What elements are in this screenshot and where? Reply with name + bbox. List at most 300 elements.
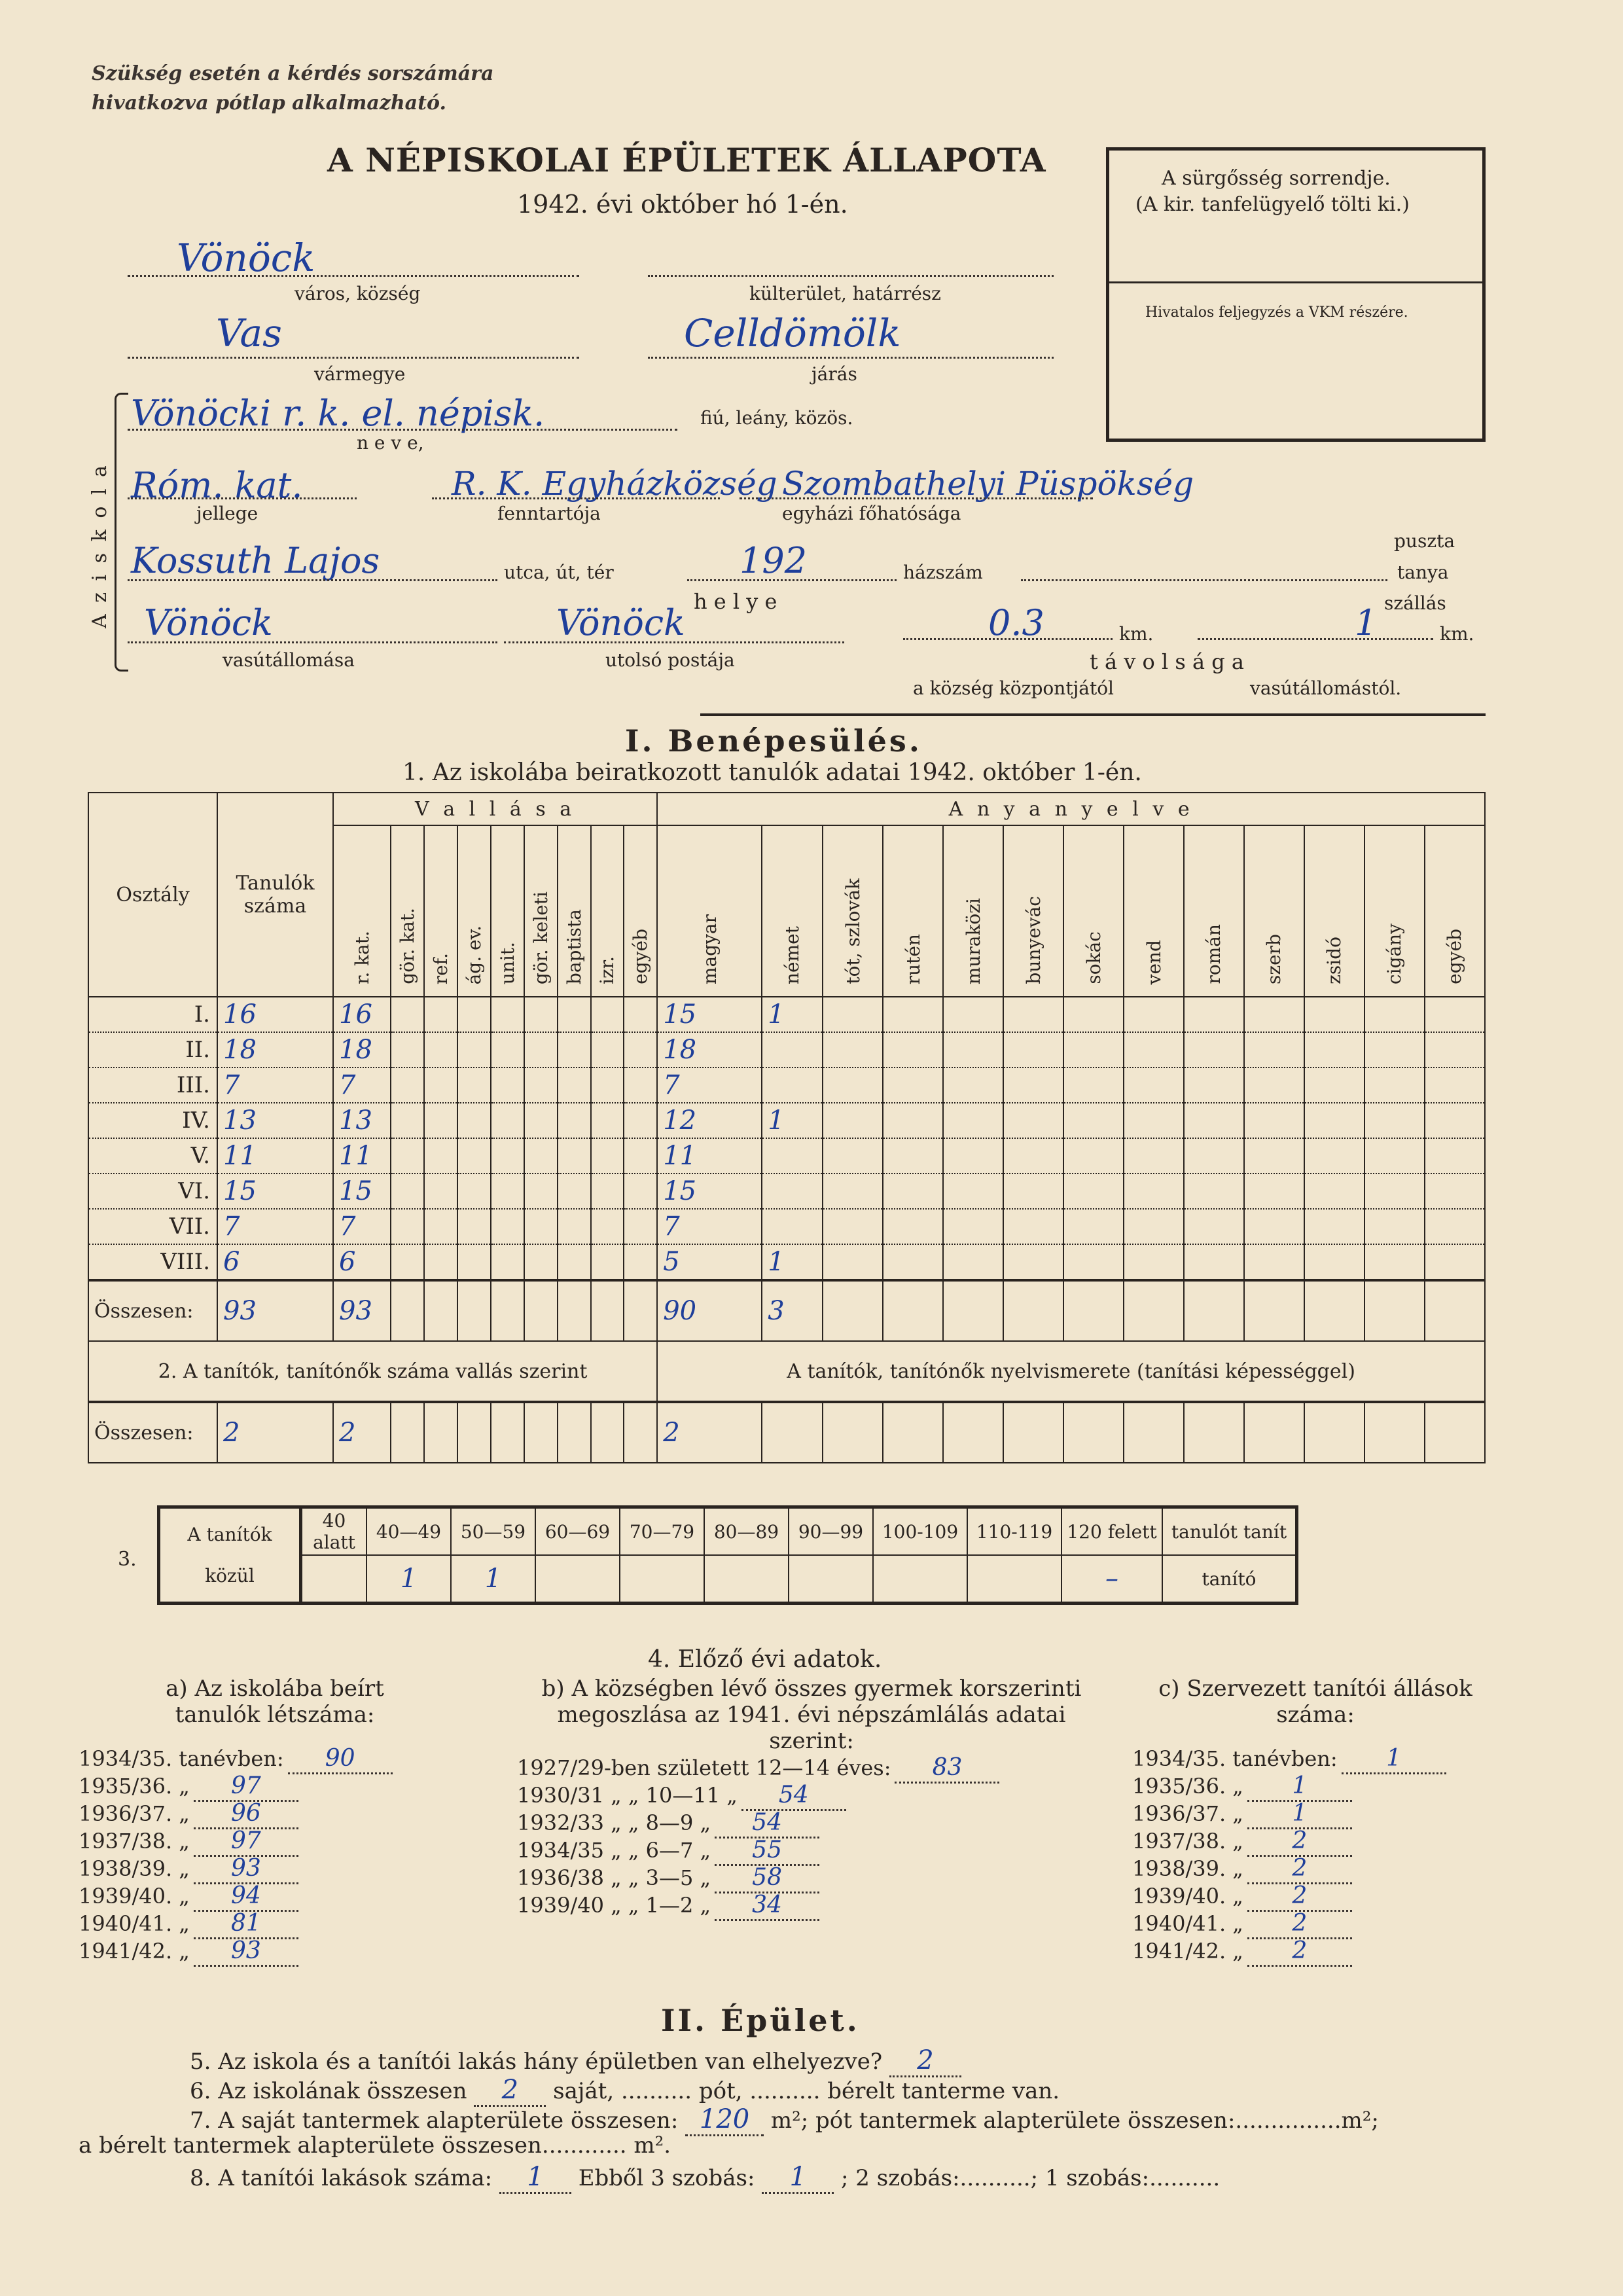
empty-cell: [491, 1138, 524, 1174]
rkat-value: 13: [333, 1103, 391, 1138]
empty-cell: [823, 1067, 883, 1103]
year-label: 1934/35. tanévben:: [79, 1746, 284, 1771]
szallas-label: szállás: [1384, 592, 1446, 614]
empty-cell: [558, 1174, 591, 1209]
empty-cell: [883, 1103, 943, 1138]
list-item: [1132, 1800, 1499, 1827]
col-nyelv-label: egyéb: [1444, 929, 1466, 984]
a-title-2: tanulók létszáma:: [175, 1702, 375, 1728]
empty-cell: [491, 1244, 524, 1280]
kozseg-kp-label: a község központjától: [913, 677, 1115, 699]
empty-cell: [1364, 1209, 1425, 1244]
empty-cell: [943, 1103, 1003, 1138]
empty-cell: [1003, 1103, 1063, 1138]
table-row: [88, 1138, 1485, 1174]
year-value: 34: [715, 1892, 819, 1921]
sec2-left: 2. A tanítók, tanítónők száma vallás szerint: [88, 1341, 657, 1402]
empty-cell: [1124, 997, 1184, 1032]
empty-cell: [1425, 1103, 1485, 1138]
fiu-leany-label: fiú, leány, közös.: [700, 407, 853, 429]
tanulok-value: 6: [217, 1244, 333, 1280]
class-label: II.: [88, 1032, 217, 1067]
year-label: 1941/42. „: [1132, 1939, 1243, 1964]
table-row: [88, 1244, 1485, 1280]
fohatosag-line: [740, 497, 1093, 499]
list-item: [79, 1745, 471, 1772]
class-label: IV.: [88, 1103, 217, 1138]
col-nyelv-label: szerb: [1263, 934, 1285, 984]
empty-cell: [457, 1138, 491, 1174]
col-vallas-7: [591, 825, 624, 997]
empty-cell: [1184, 1209, 1244, 1244]
column-a: [79, 1676, 471, 1965]
empty-cell: [1304, 1103, 1364, 1138]
col-vallas-1: [391, 825, 424, 997]
jellege-label: jellege: [196, 503, 259, 524]
table-header-row: [88, 793, 1485, 825]
posta-value: Vönöck: [556, 602, 685, 643]
q5-text: 5. Az iskola és a tanítói lakás hány épületben van elhelyezve?: [190, 2049, 883, 2075]
empty-cell: [391, 1103, 424, 1138]
empty-cell: [1425, 1032, 1485, 1067]
sec2-right: A tanítók, tanítónők nyelvismerete (tanítási képességgel): [657, 1341, 1485, 1402]
varmegye-line: [128, 357, 579, 359]
tanulok-value: 18: [217, 1032, 333, 1067]
empty-cell: [943, 1067, 1003, 1103]
col-nyelv-3: [883, 825, 943, 997]
t3-val-5: [704, 1555, 789, 1604]
empty-cell: [1063, 1244, 1124, 1280]
empty-cell: [391, 1209, 424, 1244]
t3-value-row: [159, 1555, 1297, 1604]
empty-cell: [823, 997, 883, 1032]
column-c: [1132, 1676, 1499, 1965]
list-item: [1132, 1882, 1499, 1910]
magyar-value: 15: [657, 1174, 762, 1209]
column-b: [517, 1676, 1106, 1919]
t3-val-4: [620, 1555, 704, 1604]
empty-cell: [457, 1032, 491, 1067]
empty-cell: [1425, 1174, 1485, 1209]
empty-cell: [457, 1244, 491, 1280]
year-value: 94: [194, 1882, 298, 1912]
col-vallas-label: egyéb: [630, 929, 652, 984]
year-label: 1936/38 „ „ 3—5 „: [517, 1865, 711, 1890]
list-item: [79, 1800, 471, 1827]
year-label: 1938/39. „: [79, 1856, 190, 1881]
t3-col-1: 40—49: [366, 1507, 451, 1556]
year-label: 1940/41. „: [79, 1911, 190, 1936]
nemet-value: 1: [762, 1103, 823, 1138]
col-nyelv-0: [657, 825, 762, 997]
urgency-official: Hivatalos feljegyzés a VKM részére.: [1145, 304, 1408, 321]
hazszam-label: házszám: [903, 562, 983, 583]
t3-val-9: –: [1061, 1555, 1162, 1604]
rkat-value: 7: [333, 1209, 391, 1244]
class-label: III.: [88, 1067, 217, 1103]
c-title-2: száma:: [1276, 1702, 1355, 1728]
col-vallas-label: gör. keleti: [529, 891, 552, 984]
list-item: [517, 1809, 1106, 1837]
empty-cell: [424, 997, 457, 1032]
empty-cell: [524, 1103, 558, 1138]
empty-cell: [624, 1244, 657, 1280]
empty-cell: [491, 997, 524, 1032]
empty-cell: [524, 1209, 558, 1244]
empty-cell: [591, 1032, 624, 1067]
empty-cell: [591, 1174, 624, 1209]
fenntarto-line: [432, 497, 720, 499]
empty-cell: [591, 997, 624, 1032]
page-subtitle: 1942. évi október hó 1-én.: [517, 190, 848, 219]
empty-cell: [1003, 1032, 1063, 1067]
empty-cell: [1304, 1138, 1364, 1174]
col-vallas-3: [457, 825, 491, 997]
empty-cell: [1184, 1103, 1244, 1138]
empty-cell: [1304, 1032, 1364, 1067]
empty-cell: [883, 1032, 943, 1067]
col-nyelv-label: zsidó: [1323, 937, 1346, 984]
empty-cell: [1184, 1067, 1244, 1103]
tanulok-value: 15: [217, 1174, 333, 1209]
list-item: [1132, 1745, 1499, 1772]
year-label: 1936/37. „: [79, 1801, 190, 1826]
tanya-label: tanya: [1397, 562, 1449, 583]
urgency-divider: [1109, 281, 1482, 283]
col-nyelv-label: vend: [1143, 939, 1165, 984]
empty-cell: [591, 1067, 624, 1103]
empty-cell: [883, 1209, 943, 1244]
empty-cell: [1304, 1174, 1364, 1209]
jellege-line: [128, 497, 357, 499]
empty-cell: [457, 1067, 491, 1103]
col-nyelv-8: [1184, 825, 1244, 997]
t2-total-label: Összesen:: [88, 1402, 217, 1463]
teachers-age-table: [157, 1505, 1298, 1605]
t3-val-7: [873, 1555, 967, 1604]
year-label: 1936/37. „: [1132, 1801, 1243, 1826]
year-value: 2: [1247, 1937, 1352, 1967]
rkat-value: 7: [333, 1067, 391, 1103]
col-nyelv-label: muraközi: [962, 897, 984, 984]
empty-cell: [624, 1138, 657, 1174]
year-value: 93: [194, 1937, 298, 1967]
empty-cell: [1063, 1138, 1124, 1174]
year-label: 1939/40. „: [1132, 1884, 1243, 1909]
total-row: [88, 1280, 1485, 1341]
year-label: 1927/29-ben született 12—14 éves:: [517, 1755, 891, 1780]
year-value: 1: [1342, 1745, 1446, 1774]
t3-col-4: 70—79: [620, 1507, 704, 1556]
empty-cell: [823, 1138, 883, 1174]
year-value: 58: [715, 1864, 819, 1893]
empty-cell: [823, 1244, 883, 1280]
col-vallas-4: [491, 825, 524, 997]
q7-value: 120: [699, 2104, 750, 2134]
t3-col-0: 40 alatt: [301, 1507, 367, 1556]
col-vallas-5: [524, 825, 558, 997]
empty-cell: [823, 1032, 883, 1067]
utca-line: [128, 579, 497, 581]
empty-cell: [1184, 1174, 1244, 1209]
year-label: 1939/40. „: [79, 1884, 190, 1909]
empty-cell: [1364, 1067, 1425, 1103]
list-item: [1132, 1910, 1499, 1937]
empty-cell: [558, 1067, 591, 1103]
year-label: 1934/35. tanévben:: [1132, 1746, 1338, 1771]
empty-cell: [1425, 1244, 1485, 1280]
magyar-value: 12: [657, 1103, 762, 1138]
empty-cell: [1364, 1138, 1425, 1174]
fohatosag-label: egyházi főhatósága: [782, 503, 961, 524]
q6-value: 2: [501, 2075, 519, 2105]
fenntarto-label: fenntartója: [497, 503, 601, 524]
empty-cell: [624, 1209, 657, 1244]
t3-num: 3.: [118, 1548, 137, 1571]
q6-text-b: saját, .......... pót, .......... bérelt tanterme van.: [553, 2078, 1060, 2104]
jaras-line: [648, 357, 1054, 359]
empty-cell: [391, 997, 424, 1032]
empty-cell: [1244, 1032, 1304, 1067]
year-label: 1935/36. „: [1132, 1774, 1243, 1799]
helye-label: h e l y e: [694, 589, 777, 614]
varos-value: Vönöck: [177, 236, 315, 280]
year-label: 1932/33 „ „ 8—9 „: [517, 1810, 711, 1835]
empty-cell: [1124, 1032, 1184, 1067]
col-nyelv-label: rutén: [902, 933, 924, 984]
t3-val-6: [789, 1555, 873, 1604]
empty-cell: [391, 1032, 424, 1067]
empty-cell: [1184, 1032, 1244, 1067]
q8-text-b: Ebből 3 szobás:: [578, 2165, 755, 2191]
empty-cell: [491, 1032, 524, 1067]
a-title-1: a) Az iskolába beírt: [166, 1676, 384, 1702]
empty-cell: [524, 1032, 558, 1067]
empty-cell: [943, 997, 1003, 1032]
vasutallomastol-label: vasútállomástól.: [1250, 677, 1402, 699]
q8-value: 1: [527, 2162, 544, 2192]
t3-header-row: [159, 1507, 1297, 1556]
table-row: [88, 1032, 1485, 1067]
t3-label-2: közül: [205, 1565, 255, 1587]
magyar-value: 15: [657, 997, 762, 1032]
col-vallas-0: [333, 825, 391, 997]
neve-line: [128, 429, 677, 431]
year-value: 81: [194, 1910, 298, 1939]
empty-cell: [1184, 997, 1244, 1032]
col-vallas-8: [624, 825, 657, 997]
year-label: 1935/36. „: [79, 1774, 190, 1799]
t3-col-9: 120 felett: [1061, 1507, 1162, 1556]
empty-cell: [1244, 1067, 1304, 1103]
q7-text-b: m²; pót tantermek alapterülete összesen:...............m²;: [770, 2108, 1379, 2134]
empty-cell: [1124, 1138, 1184, 1174]
year-value: 2: [1247, 1827, 1352, 1857]
table-row: [88, 997, 1485, 1032]
empty-cell: [424, 1138, 457, 1174]
empty-cell: [424, 1067, 457, 1103]
urgency-line-2: (A kir. tanfelügyelő tölti ki.): [1135, 193, 1410, 216]
t3-col-8: 110-119: [967, 1507, 1061, 1556]
km2-value: 1: [1355, 602, 1378, 643]
empty-cell: [1304, 1067, 1364, 1103]
list-item: [79, 1937, 471, 1965]
year-value: 1: [1247, 1800, 1352, 1829]
empty-cell: [1124, 1103, 1184, 1138]
empty-cell: [1184, 1138, 1244, 1174]
q8-text-c: ; 2 szobás:..........; 1 szobás:..........: [841, 2165, 1221, 2191]
t3-col-5: 80—89: [704, 1507, 789, 1556]
km2-line: [1198, 638, 1433, 640]
nemet-value: [762, 1067, 823, 1103]
col-vallas-label: ref.: [430, 952, 452, 984]
empty-cell: [883, 1244, 943, 1280]
empty-cell: [524, 1244, 558, 1280]
fohatosag-value: Szombathelyi Püspökség: [782, 465, 1194, 503]
empty-cell: [391, 1174, 424, 1209]
q5-row: [190, 2045, 961, 2077]
list-item: [517, 1837, 1106, 1864]
year-value: 83: [895, 1754, 999, 1784]
q6-text-a: 6. Az iskolának összesen: [190, 2078, 467, 2104]
total-rkat: 93: [333, 1280, 391, 1341]
list-item: [1132, 1772, 1499, 1800]
rkat-value: 15: [333, 1174, 391, 1209]
kulterulet-label: külterület, határrész: [749, 283, 941, 304]
q6-row: [190, 2075, 1060, 2107]
q7-text-a: 7. A saját tantermek alapterülete összesen:: [190, 2108, 679, 2134]
list-item: [517, 1754, 1106, 1782]
urgency-line-1: A sürgősség sorrendje.: [1162, 167, 1391, 190]
col-anyanyelve: A n y a n y e l v e: [657, 793, 1485, 825]
total-tanulok: 93: [217, 1280, 333, 1341]
b-title-3: szerint:: [769, 1728, 854, 1754]
empty-cell: [823, 1174, 883, 1209]
year-value: 1: [1247, 1772, 1352, 1802]
col-nyelv-label: sokác: [1082, 931, 1105, 984]
varos-line: [128, 275, 579, 277]
vasut-label: vasútállomása: [223, 649, 355, 671]
empty-cell: [1364, 1244, 1425, 1280]
students-table: [88, 792, 1486, 1463]
empty-cell: [524, 1138, 558, 1174]
empty-cell: [591, 1244, 624, 1280]
col-nyelv-11: [1364, 825, 1425, 997]
hazszam-line: [687, 579, 897, 581]
empty-cell: [1063, 1174, 1124, 1209]
empty-cell: [624, 1067, 657, 1103]
t3-val-1: 1: [366, 1555, 451, 1604]
empty-cell: [624, 997, 657, 1032]
t3-col-3: 60—69: [535, 1507, 620, 1556]
col-nyelv-10: [1304, 825, 1364, 997]
jaras-value: Celldömölk: [684, 311, 901, 355]
empty-cell: [883, 1174, 943, 1209]
c-title-1: c) Szervezett tanítói állások: [1158, 1676, 1472, 1702]
empty-cell: [1244, 997, 1304, 1032]
empty-cell: [1063, 997, 1124, 1032]
year-label: 1934/35 „ „ 6—7 „: [517, 1838, 711, 1863]
col-nyelv-label: cigány: [1383, 923, 1406, 984]
section1-q1: 1. Az iskolába beiratkozott tanulók adatai 1942. október 1-én.: [402, 759, 1142, 786]
q8-text-a: 8. A tanítói lakások száma:: [190, 2165, 493, 2191]
empty-cell: [524, 1067, 558, 1103]
col-nyelv-6: [1063, 825, 1124, 997]
empty-cell: [524, 997, 558, 1032]
jellege-value: Róm. kat.: [131, 465, 303, 506]
col-nyelv-1: [762, 825, 823, 997]
tanulok-value: 13: [217, 1103, 333, 1138]
col-nyelv-label: tót, szlovák: [842, 878, 864, 984]
empty-cell: [558, 1103, 591, 1138]
empty-cell: [457, 1103, 491, 1138]
t3-val-8: [967, 1555, 1061, 1604]
q5-value: 2: [917, 2045, 934, 2075]
t3-col-2: 50—59: [451, 1507, 535, 1556]
tanulok-value: 11: [217, 1138, 333, 1174]
empty-cell: [391, 1067, 424, 1103]
rkat-value: 16: [333, 997, 391, 1032]
q7-row: [190, 2104, 1379, 2136]
magyar-value: 5: [657, 1244, 762, 1280]
nemet-value: 1: [762, 997, 823, 1032]
col-vallas-6: [558, 825, 591, 997]
kulterulet-line: [648, 275, 1054, 277]
col-vallas-label: izr.: [596, 956, 618, 984]
empty-cell: [1063, 1209, 1124, 1244]
empty-cell: [624, 1174, 657, 1209]
empty-cell: [424, 1209, 457, 1244]
vasut-line: [128, 641, 497, 643]
list-item: [79, 1910, 471, 1937]
neve-label: n e v e,: [357, 432, 424, 454]
col-nyelv-label: magyar: [698, 914, 721, 984]
year-label: 1930/31 „ „ 10—11 „: [517, 1783, 738, 1808]
empty-cell: [1063, 1032, 1124, 1067]
list-item: [79, 1855, 471, 1882]
teachers-total-row: [88, 1402, 1485, 1463]
col-tanulok: Tanulók száma: [217, 793, 333, 997]
total-label: Összesen:: [88, 1280, 217, 1341]
list-item: [1132, 1827, 1499, 1855]
year-value: 2: [1247, 1910, 1352, 1939]
neve-value: Vönöcki r. k. el. népisk.: [131, 393, 545, 434]
col-nyelv-4: [943, 825, 1003, 997]
list-item: [517, 1782, 1106, 1809]
empty-cell: [391, 1138, 424, 1174]
empty-cell: [624, 1103, 657, 1138]
rkat-value: 11: [333, 1138, 391, 1174]
col-nyelv-label: román: [1203, 924, 1225, 984]
t3-val-0: [301, 1555, 367, 1604]
col-vallasa: V a l l á s a: [333, 793, 657, 825]
utca-label: utca, út, tér: [504, 562, 614, 583]
col-nyelv-9: [1244, 825, 1304, 997]
year-label: 1941/42. „: [79, 1939, 190, 1964]
total-nemet: 3: [762, 1280, 823, 1341]
nemet-value: [762, 1174, 823, 1209]
empty-cell: [1003, 1174, 1063, 1209]
list-item: [517, 1892, 1106, 1919]
magyar-value: 11: [657, 1138, 762, 1174]
header-divider: [700, 713, 1486, 716]
empty-cell: [558, 1244, 591, 1280]
empty-cell: [1244, 1138, 1304, 1174]
year-value: 55: [715, 1837, 819, 1866]
year-value: 96: [194, 1800, 298, 1829]
year-label: 1939/40 „ „ 1—2 „: [517, 1893, 711, 1918]
col-nyelv-2: [823, 825, 883, 997]
